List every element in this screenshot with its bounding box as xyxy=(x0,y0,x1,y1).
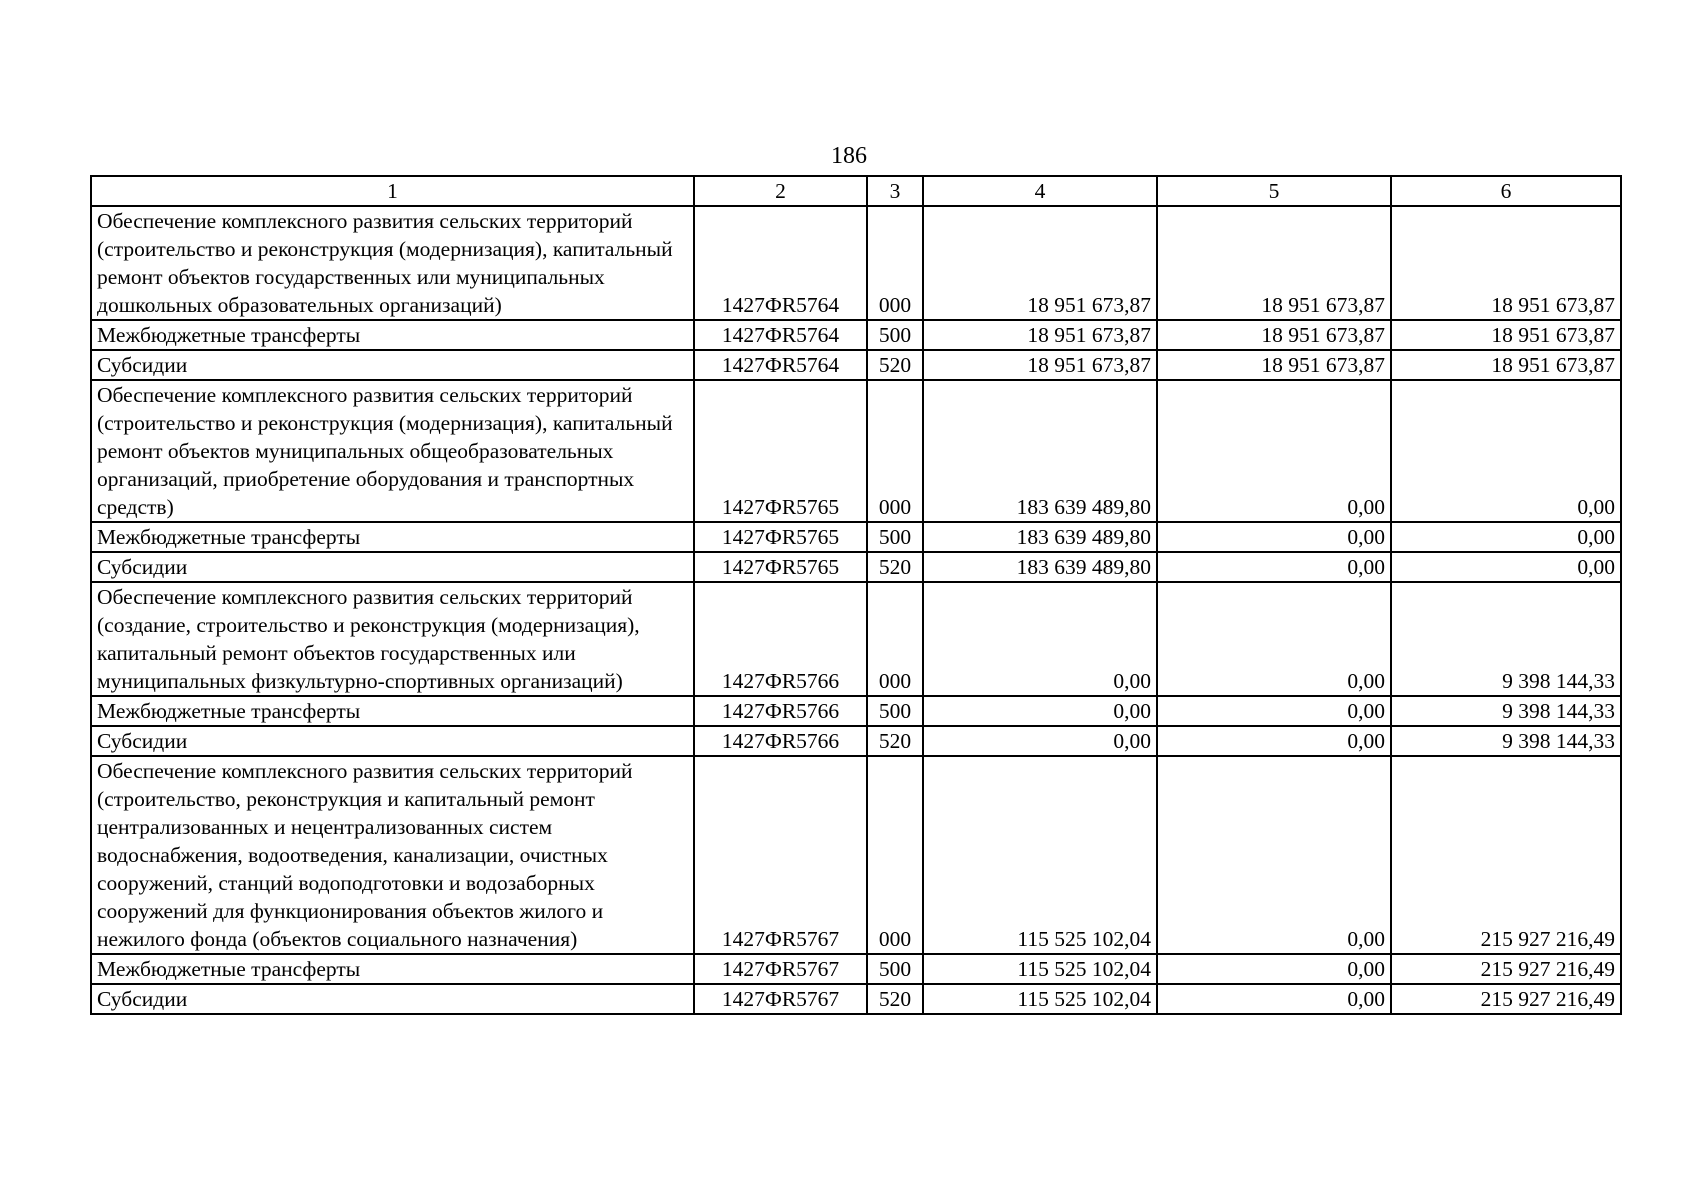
row-expense-type: 500 xyxy=(867,320,923,350)
row-amount-6: 9 398 144,33 xyxy=(1391,582,1621,696)
row-amount-5: 0,00 xyxy=(1157,984,1391,1014)
table-row xyxy=(91,756,1621,954)
row-name: Обеспечение комплексного развития сельских территорий (строительство и реконструкция (модернизация), капитальный ремонт объектов муниципальных общеобразовательных организаций, приобретение оборудования и транспортных средств) xyxy=(91,380,694,522)
row-amount-5: 0,00 xyxy=(1157,954,1391,984)
row-amount-6: 215 927 216,49 xyxy=(1391,954,1621,984)
column-header-4: 4 xyxy=(923,176,1157,206)
table-row xyxy=(91,696,1621,726)
row-amount-4: 18 951 673,87 xyxy=(923,320,1157,350)
row-amount-4: 115 525 102,04 xyxy=(923,954,1157,984)
table-row xyxy=(91,350,1621,380)
row-amount-6: 18 951 673,87 xyxy=(1391,206,1621,320)
row-amount-5: 0,00 xyxy=(1157,756,1391,954)
row-name: Межбюджетные трансферты xyxy=(91,320,694,350)
table-row xyxy=(91,582,1621,696)
row-code: 1427ФR5765 xyxy=(694,380,867,522)
row-amount-6: 0,00 xyxy=(1391,552,1621,582)
row-amount-5: 0,00 xyxy=(1157,582,1391,696)
row-expense-type: 520 xyxy=(867,552,923,582)
row-amount-5: 0,00 xyxy=(1157,696,1391,726)
row-expense-type: 000 xyxy=(867,756,923,954)
row-code: 1427ФR5766 xyxy=(694,696,867,726)
row-name: Субсидии xyxy=(91,984,694,1014)
row-amount-5: 0,00 xyxy=(1157,380,1391,522)
row-amount-6: 9 398 144,33 xyxy=(1391,696,1621,726)
table-row xyxy=(91,320,1621,350)
row-code: 1427ФR5766 xyxy=(694,726,867,756)
row-name: Субсидии xyxy=(91,552,694,582)
row-amount-4: 183 639 489,80 xyxy=(923,380,1157,522)
row-amount-5: 0,00 xyxy=(1157,726,1391,756)
row-amount-6: 18 951 673,87 xyxy=(1391,320,1621,350)
column-header-1: 1 xyxy=(91,176,694,206)
column-header-2: 2 xyxy=(694,176,867,206)
row-code: 1427ФR5767 xyxy=(694,954,867,984)
row-expense-type: 520 xyxy=(867,984,923,1014)
row-amount-6: 9 398 144,33 xyxy=(1391,726,1621,756)
row-code: 1427ФR5767 xyxy=(694,984,867,1014)
row-name: Межбюджетные трансферты xyxy=(91,954,694,984)
row-code: 1427ФR5767 xyxy=(694,756,867,954)
row-name: Обеспечение комплексного развития сельских территорий (строительство и реконструкция (модернизация), капитальный ремонт объектов государственных или муниципальных дошкольных образовательных организаций) xyxy=(91,206,694,320)
row-amount-6: 0,00 xyxy=(1391,522,1621,552)
page-number: 186 xyxy=(831,143,867,169)
column-header-5: 5 xyxy=(1157,176,1391,206)
row-amount-5: 18 951 673,87 xyxy=(1157,350,1391,380)
row-amount-5: 18 951 673,87 xyxy=(1157,320,1391,350)
row-amount-4: 183 639 489,80 xyxy=(923,522,1157,552)
row-name: Субсидии xyxy=(91,726,694,756)
row-expense-type: 520 xyxy=(867,726,923,756)
row-expense-type: 500 xyxy=(867,696,923,726)
column-header-6: 6 xyxy=(1391,176,1621,206)
row-amount-6: 215 927 216,49 xyxy=(1391,984,1621,1014)
row-expense-type: 000 xyxy=(867,206,923,320)
row-amount-4: 115 525 102,04 xyxy=(923,756,1157,954)
column-header-3: 3 xyxy=(867,176,923,206)
table-row xyxy=(91,380,1621,522)
row-amount-4: 115 525 102,04 xyxy=(923,984,1157,1014)
header-row xyxy=(91,176,1621,206)
row-amount-4: 18 951 673,87 xyxy=(923,206,1157,320)
row-name: Субсидии xyxy=(91,350,694,380)
budget-table xyxy=(90,175,1622,1015)
row-expense-type: 500 xyxy=(867,954,923,984)
row-amount-6: 18 951 673,87 xyxy=(1391,350,1621,380)
table-row xyxy=(91,726,1621,756)
row-amount-6: 215 927 216,49 xyxy=(1391,756,1621,954)
row-code: 1427ФR5764 xyxy=(694,350,867,380)
row-amount-5: 18 951 673,87 xyxy=(1157,206,1391,320)
table-row xyxy=(91,552,1621,582)
row-name: Межбюджетные трансферты xyxy=(91,522,694,552)
table-row xyxy=(91,206,1621,320)
table-row xyxy=(91,984,1621,1014)
row-amount-4: 0,00 xyxy=(923,582,1157,696)
row-amount-4: 18 951 673,87 xyxy=(923,350,1157,380)
row-amount-5: 0,00 xyxy=(1157,522,1391,552)
row-code: 1427ФR5766 xyxy=(694,582,867,696)
row-code: 1427ФR5765 xyxy=(694,522,867,552)
table-row xyxy=(91,954,1621,984)
row-name: Обеспечение комплексного развития сельских территорий (создание, строительство и реконструкция (модернизация), капитальный ремонт объектов государственных или муниципальных физкультурно-спортивных организаций) xyxy=(91,582,694,696)
row-name: Обеспечение комплексного развития сельских территорий (строительство, реконструкция и капитальный ремонт централизованных и нецентрализованных систем водоснабжения, водоотведения, канализации, очистных сооружений, станций водоподготовки и водозаборных сооружений для функционирования объектов жилого и нежилого фонда (объектов социального назначения) xyxy=(91,756,694,954)
row-code: 1427ФR5764 xyxy=(694,320,867,350)
row-expense-type: 000 xyxy=(867,582,923,696)
row-code: 1427ФR5764 xyxy=(694,206,867,320)
table-row xyxy=(91,522,1621,552)
row-expense-type: 000 xyxy=(867,380,923,522)
row-amount-4: 0,00 xyxy=(923,696,1157,726)
row-expense-type: 520 xyxy=(867,350,923,380)
row-amount-6: 0,00 xyxy=(1391,380,1621,522)
row-code: 1427ФR5765 xyxy=(694,552,867,582)
row-amount-5: 0,00 xyxy=(1157,552,1391,582)
row-amount-4: 0,00 xyxy=(923,726,1157,756)
row-name: Межбюджетные трансферты xyxy=(91,696,694,726)
row-expense-type: 500 xyxy=(867,522,923,552)
row-amount-4: 183 639 489,80 xyxy=(923,552,1157,582)
